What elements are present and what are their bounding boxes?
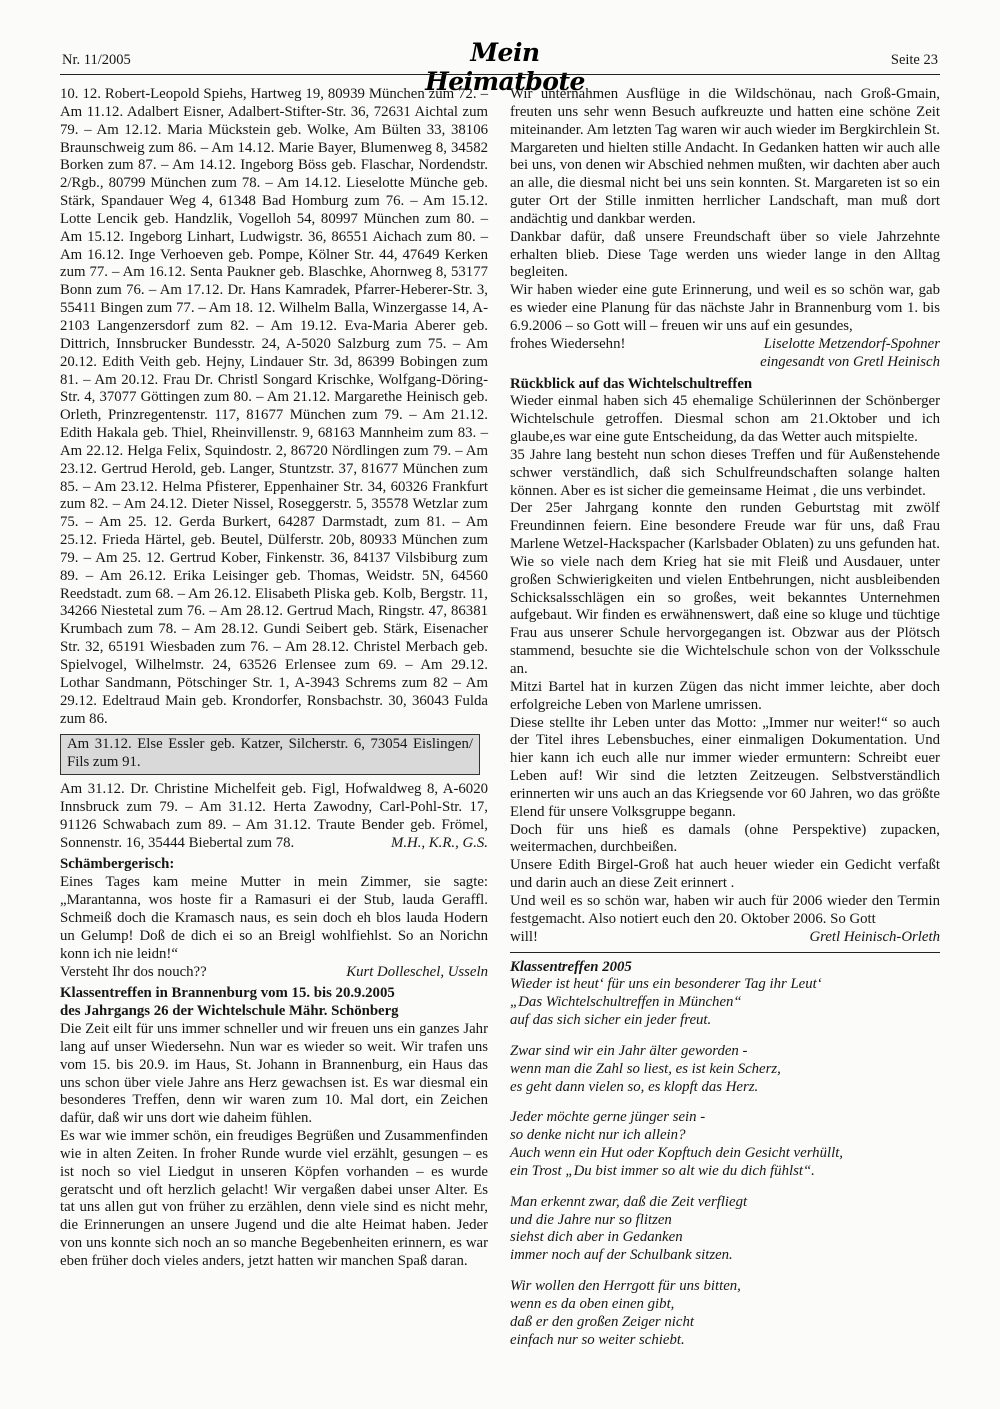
klassentreffen-paragraph-4: Dankbar dafür, daß unsere Freundschaft über so viele Jahrzehnte erhalten blieb. Diese Tage werden uns wieder lange in den Alltag begleiten. [510, 228, 940, 281]
klassentreffen-submitted-by: eingesandt von Gretl Heinisch [760, 353, 940, 370]
rueckblick-paragraph-9: Und weil es so schön war, haben wir auch für 2006 wieder den Termin festgemacht. Also notiert euch den 20. Oktober 2006. So Gott [510, 892, 940, 927]
schaembergerisch-question: Versteht Ihr dos nouch?? [60, 963, 207, 980]
poem-line: wenn es da oben einen gibt, [510, 1296, 675, 1312]
klassentreffen-heading-line1: Klassentreffen in Brannenburg vom 15. bis 20.9.2005 [60, 985, 395, 1002]
poem-line: auf das sich sicher ein jeder freut. [510, 1012, 712, 1029]
poem [510, 976, 940, 1349]
poem-line: Auch wenn ein Hut oder Kopftuch dein Gesicht verhüllt, [510, 1145, 844, 1162]
section-divider [510, 952, 940, 953]
schaembergerisch-heading: Schämbergerisch: [60, 856, 175, 873]
klassentreffen-closing [510, 336, 940, 354]
rueckblick-paragraph-8: Unsere Edith Birgel-Groß hat auch heuer wieder ein Gedicht verfaßt und darin auch an diese Zeit erinnert . [510, 857, 940, 892]
schaembergerisch-footer [60, 964, 488, 982]
poem-line: Man erkennt zwar, daß die Zeit verfliegt [510, 1193, 748, 1210]
left-column [60, 86, 488, 1271]
poem-line: daß er den großen Zeiger nicht [510, 1313, 694, 1330]
poem-stanza [510, 1278, 940, 1349]
klassentreffen-paragraph-1: Die Zeit eilt für uns immer schneller und wir freuen uns ein ganzes Jahr lang auf unser Wiedersehn. Nun war es wieder so weit. Wir trafen uns vom 15. bis 20.9. im Haus, St. Johann in Brannenburg, ein Haus das uns schon über viele Jahre ans Herz gewachsen ist. Es war diesmal ein besonderes Treffen, denn wir waren zum 10. Mal dort, ein Zeichen dafür, daß wir uns dort wie daheim fühlen. [60, 1021, 488, 1127]
schaembergerisch-author: Kurt Dolleschel, Usseln [346, 963, 488, 980]
rueckblick-author: Gretl Heinisch-Orleth [809, 928, 940, 945]
klassentreffen-heading-line2: des Jahrgangs 26 der Wichtelschule Mähr. Schönberg [60, 1003, 399, 1020]
klassentreffen-paragraph-5: Wir haben wieder eine gute Erinnerung, und weil es so schön war, gab es wieder eine Planung für das nächste Jahr in Brannenburg vom 1. bis 6.9.2006 – so Gott will – freuen wir uns auf ein gesundes, [510, 282, 940, 334]
klassentreffen-author: Liselotte Metzendorf-Spohner [763, 335, 940, 352]
poem-line: Wir wollen den Herrgott für uns bitten, [510, 1278, 741, 1295]
rueckblick-closing [510, 929, 940, 947]
poem-line: wenn man die Zahl so liest, es ist kein Scherz, [510, 1060, 781, 1077]
poem-line: „Das Wichtelschultreffen in München“ [510, 994, 742, 1011]
poem-title: Klassentreffen 2005 [510, 958, 632, 975]
poem-line: immer noch auf der Schulbank sitzen. [510, 1247, 733, 1264]
poem-line: so denke nicht nur ich allein? [510, 1127, 686, 1144]
birthday-list-continued [60, 781, 488, 852]
poem-line: einfach nur so weiter schiebt. [510, 1331, 685, 1348]
header-rule [60, 74, 940, 75]
birthday-list: 10. 12. Robert-Leopold Spiehs, Hartweg 19, 80939 München zum 72. – Am 11.12. Adalbert Eisner, Adalbert-Stifter-Str. 36, 72631 Aichtal zum 79. – Am 12.12. Maria Mückstein geb. Wolke, Am Bülten 33, 38106 Braunschweig zum 86. – Am 14.12. Marie Bayer, Blumenweg 8, 34582 Borken zum 87. – Am 14.12. Ingeborg Böss geb. Flaschar, Nordendstr. 2/Rgb., 80799 München zum 78. – Am 14.12. Lieselotte Münche geb. Stärk, Spandauer Weg 4, 61348 Bad Homburg zum 76. – Am 15.12. Lotte Lencik geb. Handzlik, Vogelloh 54, 80997 München zum 80. – Am 15.12. Ingeborg Linhart, Ludwigstr. 36, 86551 Aichach zum 80. – Am 16.12. Inge Verhoeven geb. Pompe, Kölner Str. 44, 47649 Kerken zum 77. – Am 16.12. Senta Paukner geb. Blaschke, Ahornweg 8, 53177 Bonn zum 76. – Am 17.12. Dr. Hans Kamradek, Pfarrer-Heberer-Str. 3, 55411 Bingen zum 77. – Am 18. 12. Wilhelm Balla, Winzergasse 14, A-2103 Langenzersdorf zum 82. – Am 19.12. Eva-Maria Aberer geb. Dittrich, Innsbrucker Bundesstr. 24, A-5020 Salzburg zum 75. – Am 20.12. Edith Veith geb. Hejny, Lindauer Str. 3d, 86399 Bobingen zum 81. – Am 20.12. Frau Dr. Christl Songard Krischke, Wolfgang-Döring-Str. 4, 37077 Göttingen zum 80. – Am 21.12. Margarethe Heinisch geb. Orleth, Prinzregentenstr. 117, 81677 München zum 79. – Am 21.12. Edith Hakala geb. Thiel, Rheinvillenstr. 9, 68163 Mannheim zum 83. – Am 22.12. Helga Felix, Squindostr. 2, 86720 Nördlingen zum 79. – Am 23.12. Gertrud Herold, geb. Langer, Stuntzstr. 37, 81677 München zum 85. – Am 23.12. Helma Pfisterer, Eppenhainer Str. 34, 60326 Frankfurt zum 82. – Am 24.12. Dieter Nissel, Roseggerstr. 5, 35578 Wetzlar zum 75. – Am 25. 12. Gerda Burkert, 64287 Darmstadt, zum 81. – Am 25.12. Frieda Härtel, geb. Beutel, Dülferstr. 20b, 80933 München zum 79. – Am 25. 12. Gertrud Kober, Finkenstr. 36, 84137 Vilsbiburg zum 89. – Am 26.12. Erika Leisinger geb. Thomas, Weidstr. 5N, 64560 Reedstadt. zum 68. – Am 26.12. Elisabeth Pliska geb. Kolb, Bergstr. 11, 34266 Niestetal zum 76. – Am 28.12. Gertrud Mach, Ringstr. 47, 86381 Krumbach zum 78. – Am 28.12. Gundi Seibert geb. Stärk, Eisenacher Str. 32, 65191 Wiesbaden zum 76. – Am 28.12. Christel Merbach geb. Spielvogel, Wilhelmstr. 24, 63526 Erlensee zum 69. – Am 29.12. Lothar Sandmann, Pötschinger Str. 1, A-3943 Schrems zum 82 – Am 29.12. Edeltraud Main geb. Krondorfer, Ronsbachstr. 30, 36043 Fulda zum 86. [60, 86, 488, 727]
rueckblick-paragraph-2: 35 Jahre lang besteht nun schon dieses Treffen und für Außenstehende schwer verständlich, daß sich Schulfreundschaften solange halten können. Aber es ist sicher die gemeinsame Heimat , die uns verbindet. [510, 446, 940, 499]
rueckblick-paragraph-6: Diese stellte ihr Leben unter das Motto: „Immer nur weiter!“ so auch der Titel ihres Lebensbuches, einer einmaligen Dokumentation. Und hier kann ich euch alle nur immer wieder ermuntern: Schreibt euer Leben auf! Wir sind die letzten Zeitzeugen. Selbstverständlich erinnerten wir uns auch an das Kriegsende vor 60 Jahren, wo das größte Elend für unsere Volksgruppe begann. [510, 714, 940, 820]
right-column [510, 86, 940, 1363]
rueckblick-paragraph-5: Mitzi Bartel hat in kurzen Zügen das nicht immer leichte, aber doch erfolgreiche Leben von Marlene umrissen. [510, 678, 940, 713]
rueckblick-paragraph-4: Wie so viele nach dem Krieg hat sie mit Fleiß und Ausdauer, unter großen Schwierigkeiten und vielen Entbehrungen, nicht ausbleibenden Schicksalsschlägen ein so großes, weit bekanntes Unternehmen aufgebaut. Wir finden es erwähnenswert, daß eine so kluge und tüchtige Frau aus unserer Schule hervorgegangen ist. Obzwar aus der Plötsch stammend, besuchte sie die Wichtelschule schon von der Volksschule an. [510, 553, 940, 677]
poem-line: Zwar sind wir ein Jahr älter geworden - [510, 1042, 748, 1059]
rueckblick-paragraph-1: Wieder einmal haben sich 45 ehemalige Schülerinnen der Schönberger Wichtelschule getroffen. Diesmal schon am 21.Oktober und ich glaube,es war eine gute Entscheidung, da das Wetter auch mitspielte. [510, 393, 940, 446]
masthead-logo: Mein Heimatbote [425, 38, 585, 96]
rueckblick-paragraph-7: Doch für uns hieß es damals (ohne Perspektive) zupacken, weitermachen, durchbeißen. [510, 821, 940, 856]
poem-line: ein Trost „Du bist immer so alt wie du dich fühlst“. [510, 1162, 815, 1179]
rueckblick-closing-text: will! [510, 928, 538, 945]
poem-line: Jeder möchte gerne jünger sein - [510, 1109, 706, 1126]
poem-stanza [510, 1194, 940, 1265]
poem-line: und die Jahre nur so flitzen [510, 1211, 672, 1228]
rueckblick-paragraph-3: Der 25er Jahrgang konnte den runden Geburtstag mit zwölf Freundinnen feiern. Eine besondere Freude war für uns, daß Frau Marlene Wetzel-Hackspacher (Karlsbader Oblaten) zu uns gefunden hat. [510, 500, 940, 553]
highlighted-birthday-text: Am 31.12. Else Essler geb. Katzer, Silcherstr. 6, 73054 Eislingen/ Fils zum 91. [67, 736, 473, 771]
klassentreffen-closing-text: frohes Wiedersehn! [510, 335, 626, 352]
birthday-list-continued-text: Am 31.12. Dr. Christine Michelfeit geb. Figl, Hofwaldweg 8, A-6020 Innsbruck zum 79. – Am 31.12. Herta Zawodny, Carl-Pohl-Str. 17, 91126 Schwabach zum 89. – Am 31.12. Traute Bender geb. Frömel, Sonnenstr. 16, 35444 Biebertal zum 78. [60, 781, 488, 851]
poem-stanza [510, 976, 940, 1030]
poem-stanza [510, 1043, 940, 1097]
page-number: Seite 23 [890, 52, 938, 68]
highlighted-birthday [60, 734, 480, 775]
klassentreffen-paragraph-3: Wir unternahmen Ausflüge in die Wildschönau, nach Groß-Gmain, freuten uns sehr wenn Besuch aufkreuzte und hatten eine schöne Zeit miteinander. Am letzten Tag waren wir auch wieder im Bergkirchlein St. Margareten und hielten stille Andacht. In Gedanken hatten wir auch alle bei uns, von denen wir Abschied nehmen mußten, wir dachten aber auch an alle, die diesmal nicht bei uns sein konnten. St. Margareten ist so ein guter Ort der Stille inmitten herrlicher Landschaft, man muß dort andächtig und dankbar werden. [510, 86, 940, 227]
poem-line: es geht dann vielen so, es klopft das Herz. [510, 1078, 759, 1095]
poem-line: siehst dich aber in Gedanken [510, 1229, 683, 1246]
issue-number: Nr. 11/2005 [62, 52, 131, 68]
birthday-signature: M.H., K.R., G.S. [391, 834, 488, 851]
rueckblick-heading: Rückblick auf das Wichtelschultreffen [510, 375, 753, 392]
schaembergerisch-text: Eines Tages kam meine Mutter in mein Zimmer, sie sagte: „Marantanna, wos hoste fir a Ramasuri ei der Stub, lauda Geraffl. Schmeiß doch die Kramasch naus, es sein doch eh blos lauda Hodern un Gelump! Doß de dich ei so an Breigl wohlfiehlst. So an Norichn konn ich nie leidn!“ [60, 874, 488, 962]
klassentreffen-paragraph-2: Es war wie immer schön, ein freudiges Begrüßen und Zusammenfinden wie in alten Zeiten. In froher Runde wurde viel erzählt, gesungen – es ist noch so viel Liedgut in unseren Köpfen vorhanden – es wurde geratscht und oft herzlich gelacht! Wir vergaßen dabei unser Alter. Es tat uns allen gut von früher zu erzählen, denn viele sind es nicht mehr, die Erinnerungen an unsere Jugend und die alte Heimat haben. Jeder von uns konnte sich noch an so manche Begebenheiten erinnern, es war eben früher doch vieles anders, jetzt hatten wir manchen Spaß daran. [60, 1128, 488, 1269]
poem-line: Wieder ist heut‘ für uns ein besonderer Tag ihr Leut‘ [510, 976, 822, 993]
poem-stanza [510, 1109, 940, 1180]
